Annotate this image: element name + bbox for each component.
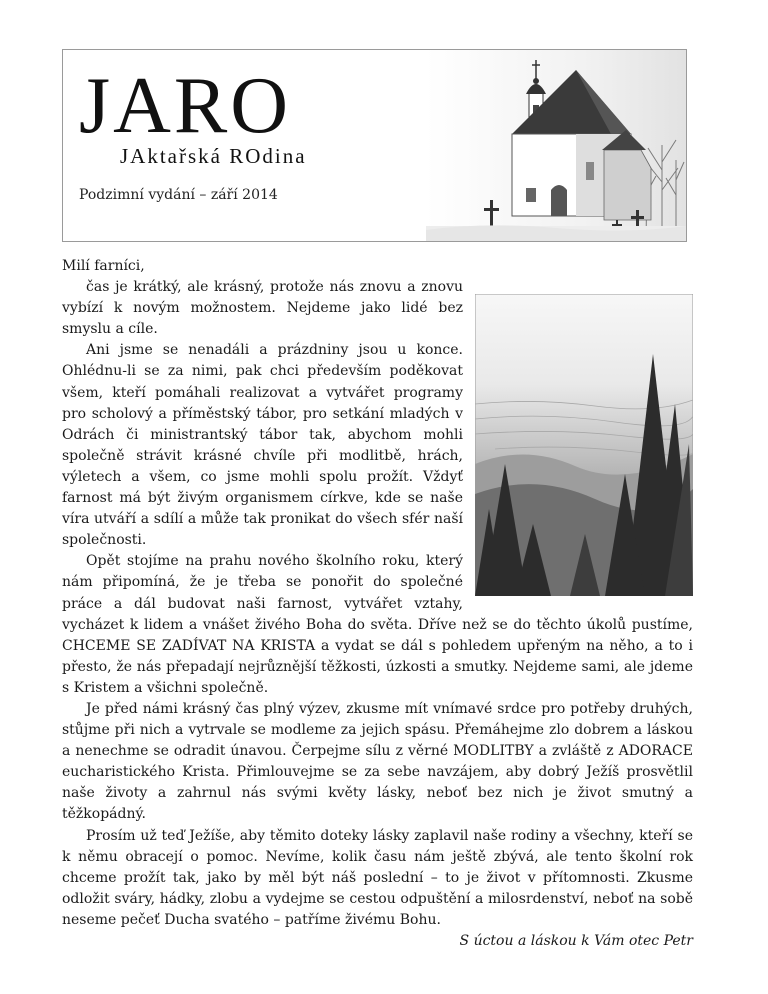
letter-paragraph-1: čas je krátký, ale krásný, protože nás znovu a znovu vybízí k novým možnostem. Nejdeme jako lidé bez smyslu a cíle. [62, 279, 463, 338]
edition-line: Podzimní vydání – září 2014 [79, 187, 278, 203]
letter-greeting: Milí farníci, [62, 258, 145, 274]
letter-paragraph-3: Opět stojíme na prahu nového školního roku, který nám připomíná, že je třeba se ponořit do společné práce a dál budovat naši farnost, vytvářet vztahy, vycházet k lidem a vnášet živého Boha do světa. Dříve než se do těchto úkolů pustíme, CHCEME SE ZADÍVAT NA KRISTA a vydat se dál s pohledem upřeným na něho, a to i přesto, že nás přepadají nejrůznější těžkosti, úzkosti a smutky. Nejdeme sami, ale jdeme s Kristem a všichni společně. [62, 553, 693, 696]
church-photo-icon [426, 50, 686, 242]
newsletter-header [62, 49, 687, 242]
letter-paragraph-5: Prosím už teď Ježíše, aby těmito doteky lásky zaplavil naše rodiny a všechny, kteří se k němu obracejí o pomoc. Nevíme, kolik času nám ještě zbývá, ale tento školní rok chceme prožít tak, jako by měl být náš poslední – to je život v přítomnosti. Zkusme odložit sváry, hádky, zlobu a vydejme se cestou odpuštění a milosrdenství, neboť na sobě neseme pečeť Ducha svatého – patříme živému Bohu. [62, 827, 693, 928]
letter-body [62, 256, 693, 952]
letter-paragraph-2: Ani jsme se nenadáli a prázdniny jsou u konce. Ohlédnu-li se za nimi, pak chci především poděkovat všem, kteří pomáhali realizovat a vytvářet programy pro scholový a příměstský tábor, pro setkání mladých v Odrách či ministrantský tábor tak, abychom mohli společně strávit krásné chvíle při modlitbě, hrách, výletech a všem, co jsme mohli spolu prožít. Vždyť farnost má být živým organismem církve, kde se naše víra utváří a sdílí a může tak pronikat do všech sfér naší společnosti. [62, 342, 463, 549]
letter-signature: S úctou a láskou k Vám otec Petr [459, 933, 693, 949]
masthead-title: JARO [79, 62, 292, 150]
letter-paragraph-4: Je před námi krásný čas plný výzev, zkusme mít vnímavé srdce pro potřeby druhých, stůjme při nich a vytrvale se modleme za jejich spásu. Přemáhejme zlo dobrem a láskou a nenechme se odradit únavou. Čerpejme sílu z věrné MODLITBY a zvláště z ADORACE eucharistického Krista. Přimlouvejme se za sebe navzájem, aby dobrý Ježíš prosvětlil naše životy a zahrnul nás svými květy lásky, neboť bez nich je život smutný a těžkopádný. [62, 700, 693, 823]
landscape-photo-icon [475, 294, 693, 596]
masthead-subtitle: JAktařská ROdina [120, 144, 307, 168]
